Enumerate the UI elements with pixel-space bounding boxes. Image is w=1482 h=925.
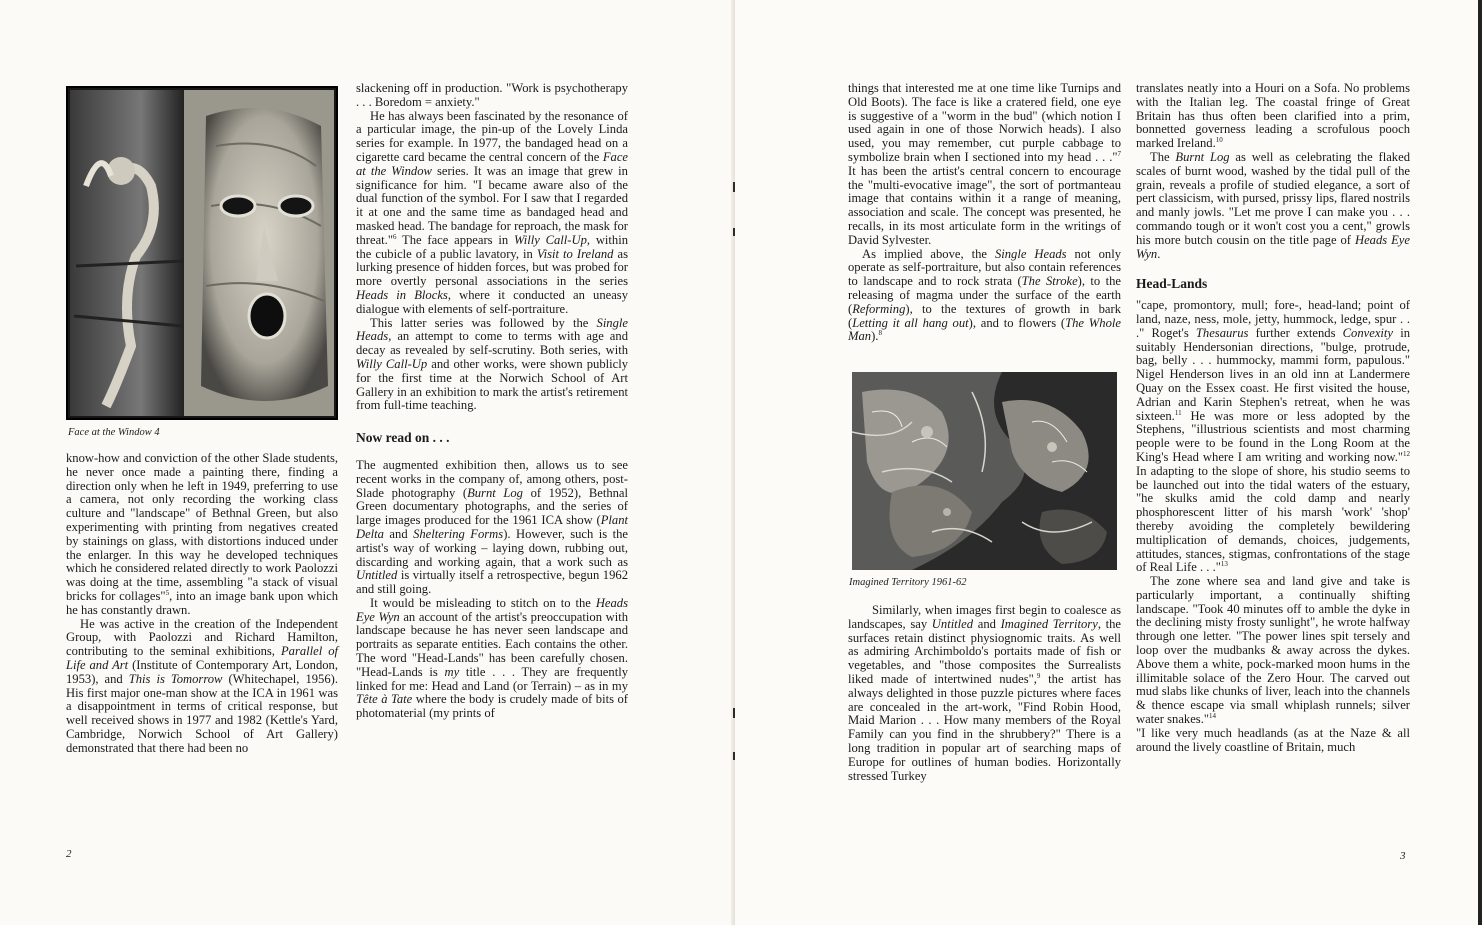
paragraph: The zone where sea and land give and take is particularly important, a continually shifting landscape. "Took 40 minutes off to amble the dyke in the declining misty frosty sunlight", he wrote halfway through one letter. "The power lines spit tersely and loop over the mudbanks & away across the dykes. Above them a white, pock-marked moon hums in the illimitable solace of the Zero Hour. The carved out mud slabs like chunks of liver, leach into the channels & thence escape via small whiplash runnels; silver water snakes."$^{14}$ — [1136, 574, 1410, 727]
paragraph: He has always been fascinated by the resonance of a particular image, the pin-up of the Lovely Linda series for example. In 1977, the bandaged head on a cigarette card became the central concern of the Face at the Window series. It was an image that grew in significance for him. "I became aware also of the dual function of the symbol. For I saw that I regarded it at one and the same time as bandaged head and masked head. The bandage for reproach, the mask for threat."$^6$ The face appears in Willy Call-Up, within the cubicle of a public lavatory, in Visit to Ireland as lurking presence of hidden forces, but was probed for more overtly personal associations in the series Heads in Blocks, where it conducted an uneasy dialogue with elements of self-portraiture. — [356, 108, 629, 316]
paragraph: things that interested me at one time like Turnips and Old Boots). The face is like a cratered field, one eye is suggestive of a "worm in the bud" (which notion I used again in one of those Norwich heads). I also used, you may remember, cut purple cabbage to symbolize brain when I sectioned into my head . . ."$^7$ It has been the artist's central concern to encourage the "multi-evocative image", the sort of portmanteau image that contains within it a range of meaning, association and scale. The concept was presented, he recalls, in its most articulate form in the writings of David Sylvester. — [848, 81, 1121, 247]
page-edge — [1478, 0, 1482, 925]
left-column-2 — [356, 82, 628, 721]
paragraph: This latter series was followed by the Single Heads, an attempt to come to terms with age and decay as revealed by self-scrutiny. Both series, with Willy Call-Up and other works, were shown publicly for the first time at the Norwich School of Art Gallery in an exhibition to mark the artist's retirement from full-time teaching. — [356, 315, 629, 413]
paragraph: Similarly, when images first begin to coalesce as landscapes, say Untitled and Imagined Territory, the surfaces retain distinct physiognomic traits. As well as admiring Archimboldo's portaits made of fish or vegetables, and "those composites the Surrealists liked made of intertwined nudes",$^9$ the artist has always delighted in those puzzle pictures where faces are concealed in the art-work, "Find Robin Hood, Maid Marion . . . How many members of the Royal Family can you find in the shrubbery?" There is a long tradition in popular art of searching maps of Europe for outlines of human bodies. Horizontally stressed Turkey — [848, 603, 1121, 783]
figure-caption: Face at the Window 4 — [68, 427, 160, 438]
left-page — [0, 0, 735, 925]
paragraph: As implied above, the Single Heads not only operate as self-portraiture, but also contain references to landscape and to rock strata (The Stroke), to the releasing of magma under the surface of the earth (Reforming), to the textures of growth in bark (Letting it all hang out), and to flowers (The Whole Man).$^8$ — [848, 246, 1122, 344]
right-column-1 — [848, 82, 1121, 344]
page-number: 2 — [66, 848, 72, 860]
paragraph: He was active in the creation of the Independent Group, with Paolozzi and Richard Hamilton, contributing to the seminal exhibitions, Parallel of Life and Art (Institute of Contemporary Art, London, 1953), and This is Tomorrow (Whitechapel, 1956). His first major one-man show at the ICA in 1961 was a disappointment in terms of critical response, but well received shows in 1977 and 1982 (Kettle's Yard, Cambridge, Norwich School of Art Gallery) demonstrated that there had been no — [66, 616, 339, 755]
face-at-the-window-photo — [66, 86, 338, 420]
figure-caption: Imagined Territory 1961-62 — [849, 577, 967, 588]
paragraph: The Burnt Log as well as celebrating the flaked scales of burnt wood, washed by the tidal pull of the grain, reveals a profile of studied elegance, a sort of pert classicism, with pursed, prissy lips, flared nostrils and manly jowls. "Let me prove I can make you . . . commando tough or it won't cost you a cent," growls his more butch cousin on the title page of Heads Eye Wyn. — [1136, 149, 1410, 261]
right-page — [735, 0, 1482, 925]
left-column-1 — [66, 452, 338, 756]
paragraph: slackening off in production. "Work is psychotherapy . . . Boredom = anxiety." — [356, 81, 628, 109]
paragraph: know-how and conviction of the other Slade students, he never once made a painting there, finding a direction only when he left in 1949, preferring to use a camera, not only recording the working class culture and "landscape" of Bethnal Green, but also experimenting with printing from negatives created by stainings on glass, with distortions induced under the enlarger. In this way he developed techniques which he considered related directly to work Paolozzi was doing at the time, assembling "a stack of visual bricks for collages"$^5$, into an image bank upon which he has constantly drawn. — [66, 451, 338, 617]
paragraph: The augmented exhibition then, allows us to see recent works in the company of, among others, post-Slade photography (Burnt Log of 1952), Bethnal Green documentary photographs, and the series of large images produced for the 1961 ICA show (Plant Delta and Sheltering Forms). However, such is the artist's way of working – laying down, rubbing out, discarding and working again, that a work such as Untitled is virtually itself a retrospective, begun 1962 and still going. — [356, 457, 628, 597]
right-column-1-continued — [848, 604, 1121, 783]
page-number: 3 — [1400, 850, 1406, 862]
imagined-territory-photo — [852, 372, 1117, 570]
right-column-2 — [1136, 82, 1410, 754]
paragraph: "I like very much headlands (as at the Naze & all around the lively coastline of Britain, much — [1136, 725, 1410, 754]
paragraph: It would be misleading to stitch on to the Heads Eye Wyn an account of the artist's preoccupation with landscape because he has never seen landscape and portraits as separate entities. Each contains the other. The word "Head-Lands" has been carefully chosen. "Head-Lands is my title . . . They are frequently linked for me: Head and Land (or Terrain) – as in my Tête à Tate where the body is crudely made of bits of photomaterial (my prints of — [356, 595, 628, 721]
section-heading: Now read on . . . — [356, 430, 450, 446]
paragraph: translates neatly into a Houri on a Sofa. No problems with the Italian leg. The coastal fringe of Great Britain has thus often been clarified into a prim, bonnetted governess leading a scrofulous pooch marked Ireland.$^{10}$ — [1136, 81, 1410, 151]
paragraph: "cape, promontory, mull; fore-, head-land; point of land, naze, ness, mole, jetty, hummock, ledge, spur . . ." Roget's Thesaurus further extends Convexity in suitably Hendersonian directions, "bulge, protrude, bag, belly . . . hummocky, mammi form, papulous." Nigel Henderson lives in an old inn at Landermere Quay on the Essex coast. He first visited the house, Adrian and Karin Stephen's retreat, when he was sixteen.$^{11}$ He was more or less adopted by the Stephens, "illustrious scientists and most charming people were to be found in the Long Room at the King's Head where I am writing and working now."$^{12}$ In adapting to the slope of shore, his studio seems to be launched out into the tidal waters of the estuary, "he skulks amid the cold damp and nearly phosphorescent litter of his marsh 'work' 'shop' thereby avoiding the completely bewildering multiplication of demands, choices, judgements, attitudes, stances, stigmas, confrontations of the stage of Real Life . . ."$^{13}$ — [1136, 298, 1410, 575]
section-heading: Head-Lands — [1136, 276, 1208, 292]
